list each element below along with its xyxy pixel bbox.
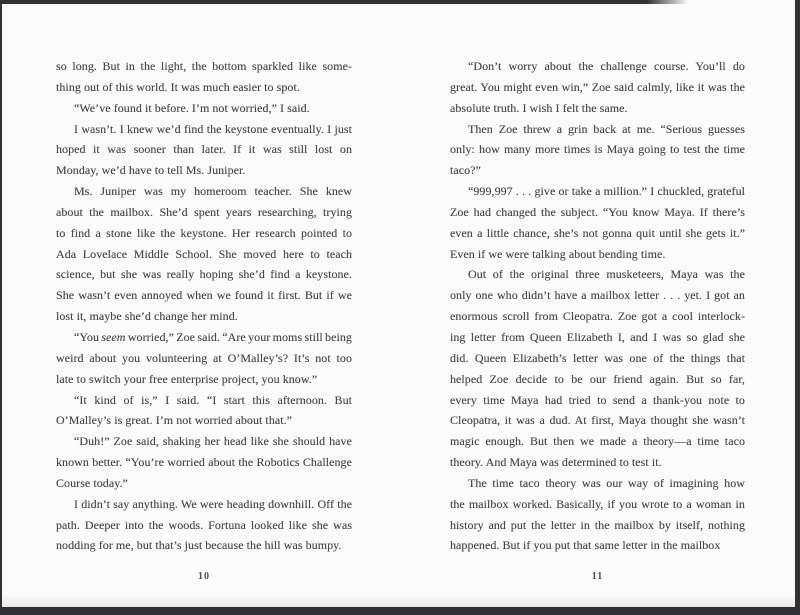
text-line: The time taco theory was our way of imagining how bbox=[468, 475, 746, 490]
text-line: helped Zoe decide to be our friend again. But so far, bbox=[450, 371, 745, 386]
page-number-right: 11 bbox=[591, 571, 604, 582]
text-line: taco?” bbox=[450, 163, 481, 178]
text-line: late to switch your free enterprise project, you know.” bbox=[56, 371, 318, 386]
text-line: Monday, we’d have to tell Ms. Juniper. bbox=[56, 163, 246, 178]
text-line: “Don’t worry about the challenge course. You’ll do bbox=[468, 59, 745, 73]
text-line: hoped it was sooner than later. If it was still lost on bbox=[56, 142, 352, 157]
text-line: happened. But if you put that same letter in the mailbox bbox=[450, 538, 721, 553]
text-line: “Duh!” Zoe said, shaking her head like she should have bbox=[74, 434, 352, 449]
text-line: Ms. Juniper was my homeroom teacher. She knew bbox=[74, 184, 353, 199]
text-line: weird about you volunteering at O’Malley’s? It’s not too bbox=[56, 350, 352, 365]
text-line: Zoe had changed the subject. “You know Maya. If there’s bbox=[450, 204, 745, 219]
text-line: every time Maya had tried to send a thank-you note to bbox=[450, 392, 745, 407]
text-line: only one who didn’t have a mailbox letter . . . yet. I got an bbox=[450, 288, 745, 303]
text-line: magic enough. But then we made a theory—a time taco bbox=[450, 434, 745, 449]
text-line: Out of the original three musketeers, Maya was the bbox=[468, 267, 745, 282]
photo-edge-top bbox=[0, 0, 688, 4]
page-number-left: 10 bbox=[198, 571, 210, 582]
text-line: absolute truth. I wish I felt the same. bbox=[450, 100, 628, 115]
text-line: did. Queen Elizabeth’s letter was one of the things that bbox=[450, 350, 746, 365]
page-right-text bbox=[450, 56, 745, 556]
text-line: lost it, maybe she’d change her mind. bbox=[56, 309, 238, 324]
text-line: “999,997 . . . give or take a million.” I chuckled, grateful bbox=[468, 184, 746, 199]
text-line: nodding for me, but that’s just because the hill was bumpy. bbox=[56, 538, 342, 553]
text-line: Even if we were talking about bending time. bbox=[450, 246, 666, 261]
text-line: Ada Lovelace Middle School. She moved here to teach bbox=[56, 246, 353, 261]
text-line: known better. “You’re worried about the Robotics Challenge bbox=[56, 455, 352, 470]
photo-edge-left bbox=[0, 0, 2, 615]
text-line: great. You might even win,” Zoe said calmly, like it was the bbox=[450, 79, 745, 94]
text-line: ing letter from Queen Elizabeth I, and I was so glad she bbox=[450, 329, 746, 344]
text-line: thing out of this world. It was much easier to spot. bbox=[56, 79, 300, 94]
text-line: I didn’t say anything. We were heading downhill. Off the bbox=[74, 496, 353, 511]
text-line: She wasn’t even annoyed when we found it first. But if we bbox=[56, 288, 353, 303]
text-line: Cleopatra, it was a dud. At first, Maya thought she wasn’t bbox=[450, 413, 746, 428]
text-line: path. Deeper into the woods. Fortuna looked like she was bbox=[56, 517, 352, 532]
text-line: “It kind of is,” I said. “I start this afternoon. But bbox=[74, 392, 353, 407]
text-line: theory. And Maya was determined to test it. bbox=[450, 455, 662, 470]
page-left-text bbox=[56, 56, 352, 556]
text-line: Then Zoe threw a grin back at me. “Serious guesses bbox=[468, 121, 745, 136]
text-line: history and put the letter in the mailbox by itself, nothing bbox=[450, 517, 745, 532]
text-line: only: how many more times is Maya going to test the time bbox=[450, 142, 745, 157]
text-line: “We’ve found it before. I’m not worried,” I said. bbox=[74, 100, 310, 115]
photo-edge-bottom bbox=[0, 607, 800, 615]
photo-edge-right bbox=[795, 0, 800, 615]
text-line: Course today.” bbox=[56, 475, 128, 490]
text-line: the mailbox worked. Basically, if you wrote to a woman in bbox=[450, 496, 745, 511]
text-line: science, but she was really hoping she’d find a keystone. bbox=[56, 267, 352, 282]
page-curl-shadow bbox=[2, 595, 795, 607]
text-line: I wasn’t. I knew we’d find the keystone eventually. I just bbox=[74, 121, 353, 136]
text-line: about the mailbox. She’d spent years researching, trying bbox=[56, 204, 353, 219]
text-line: so long. But in the light, the bottom sparkled like some- bbox=[56, 59, 353, 73]
text-line: even a little chance, she’s not gonna quit until she gets it.” bbox=[450, 225, 746, 240]
text-line: “You seem worried,” Zoe said. “Are your moms still being bbox=[74, 329, 352, 344]
text-line: to find a stone like the keystone. Her research pointed to bbox=[56, 225, 353, 240]
text-line: O’Malley’s is great. I’m not worried about that.” bbox=[56, 413, 293, 428]
text-line: enormous scroll from Cleopatra. Zoe got a cool interlock- bbox=[450, 309, 745, 324]
